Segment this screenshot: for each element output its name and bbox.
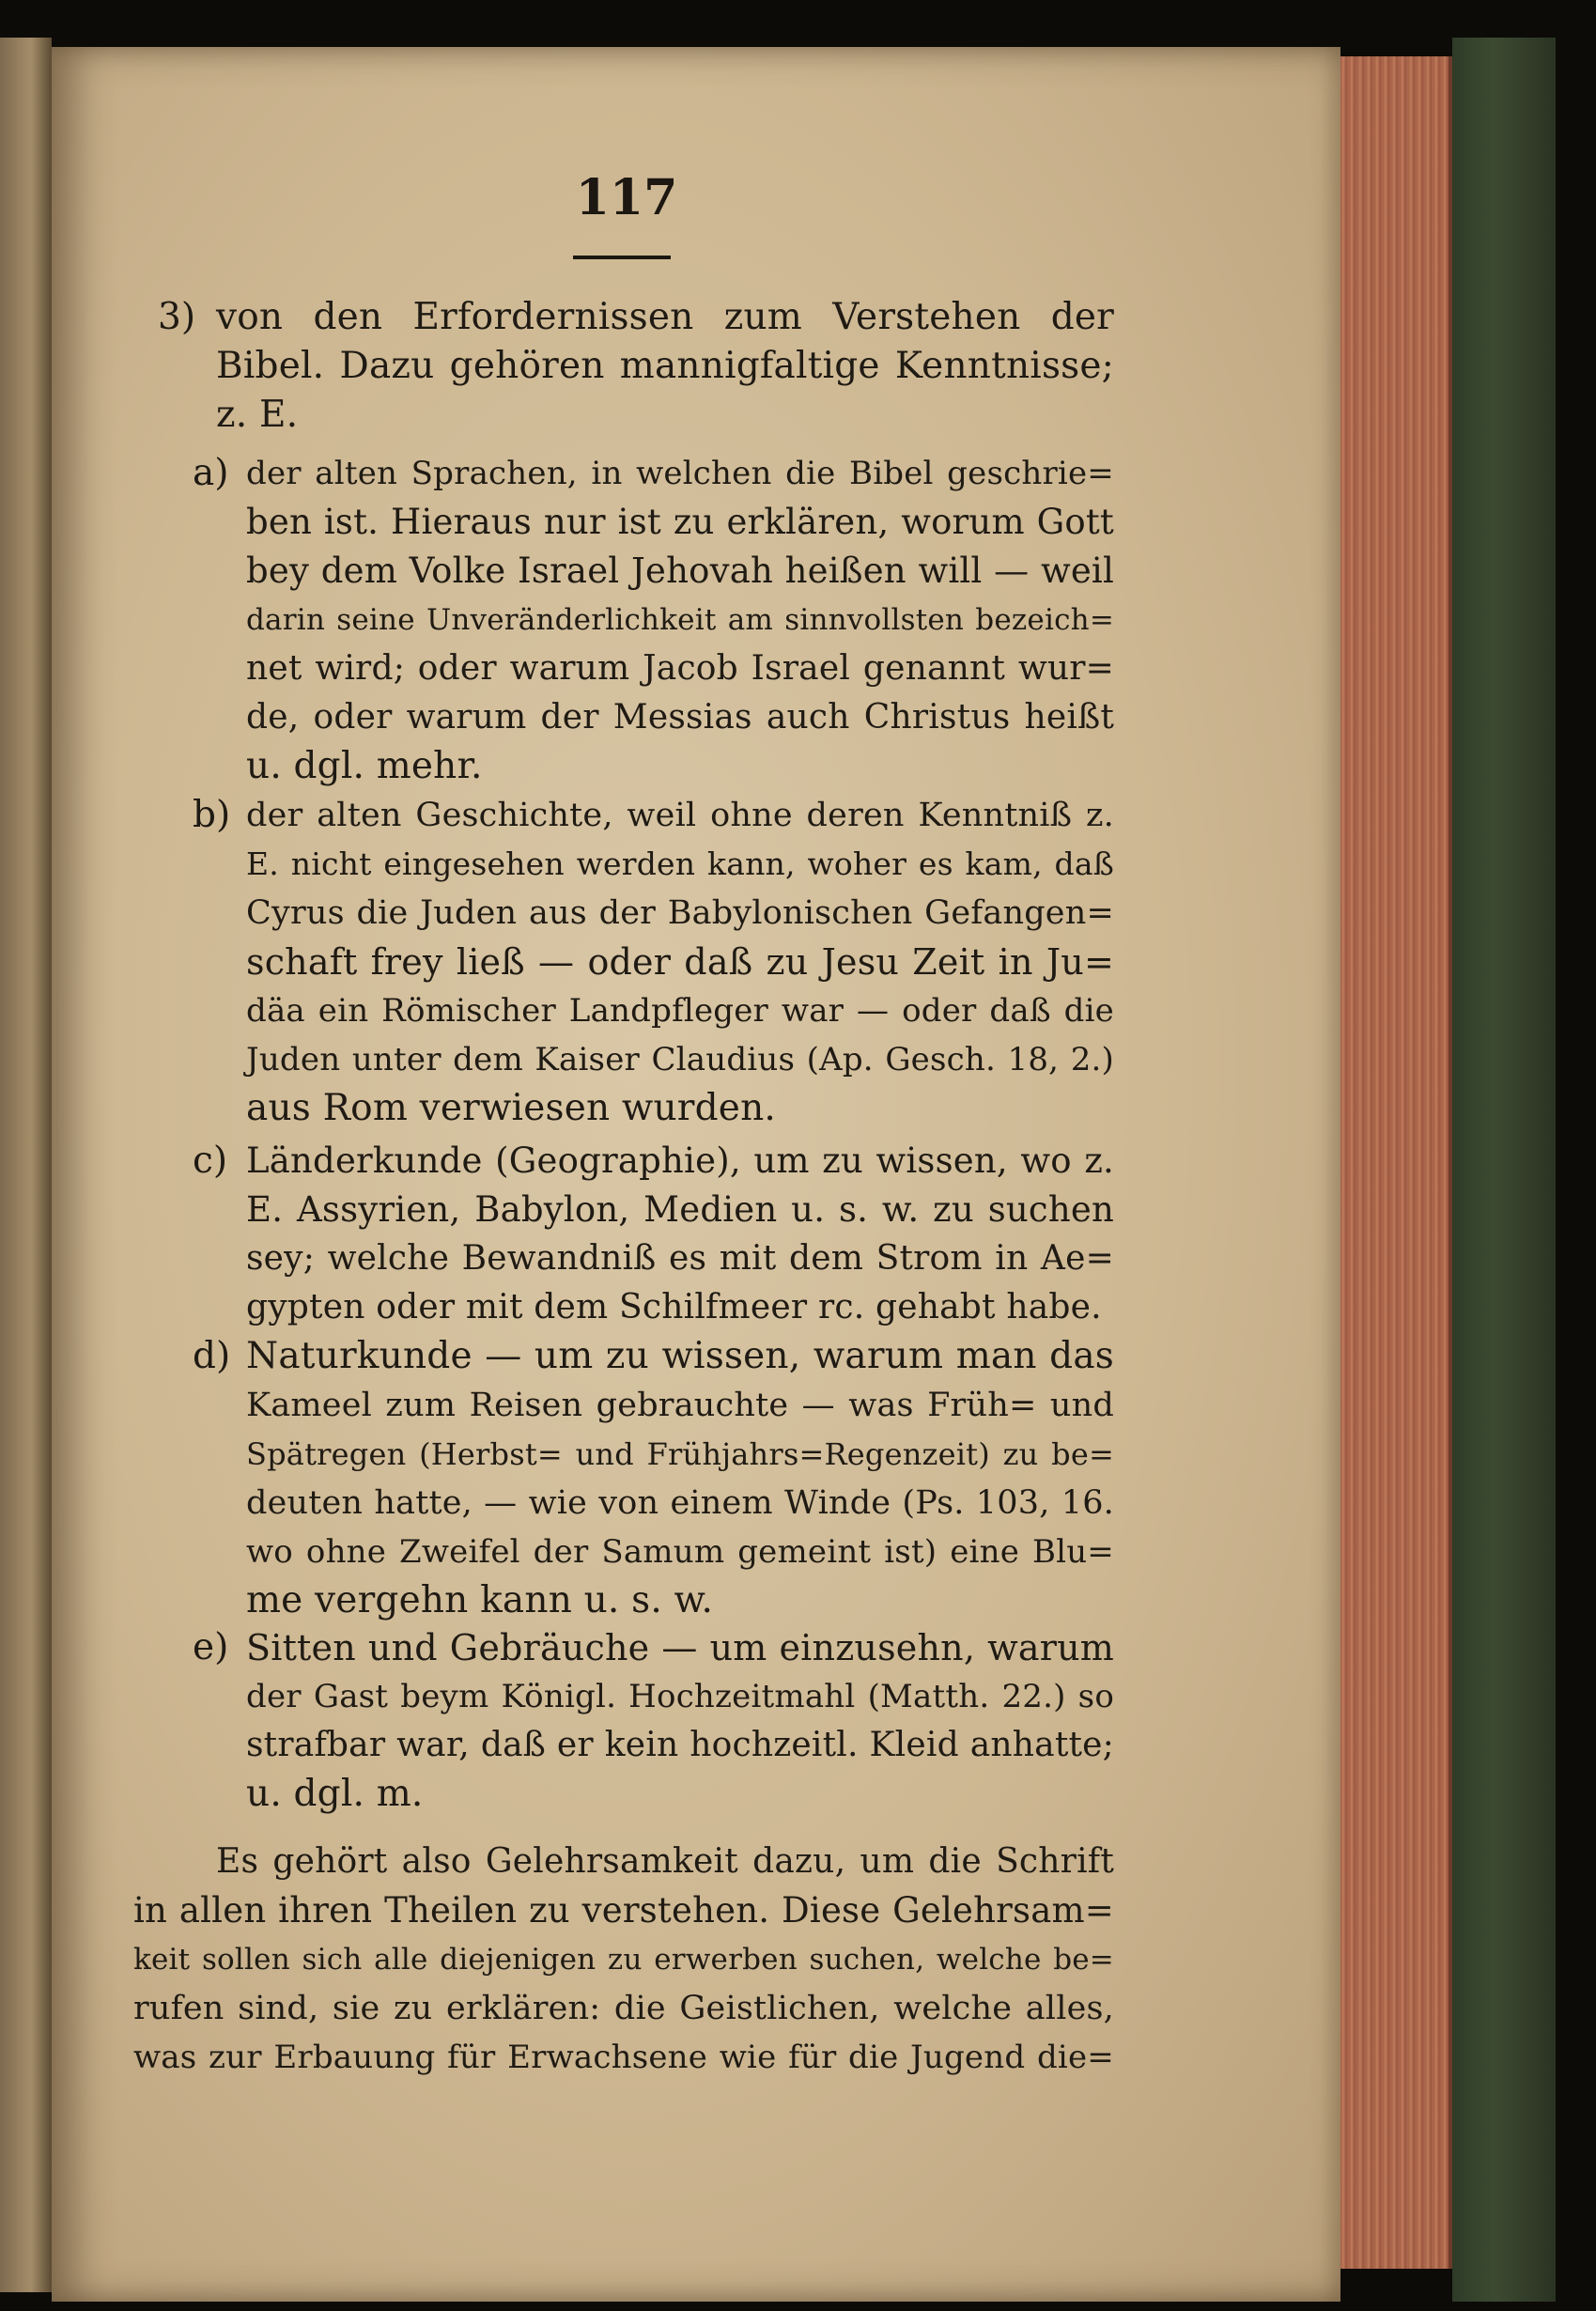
text-line: deuten hatte, — wie von einem Winde (Ps. 103, 16. (246, 1484, 1114, 1522)
text-line: wo ohne Zweifel der Samum gemeint ist) eine Blu= (246, 1533, 1114, 1571)
text-line: Kameel zum Reisen gebrauchte — was Früh= und (246, 1387, 1114, 1424)
header-rule (573, 256, 671, 259)
item-marker: e) (193, 1626, 229, 1668)
text-line: Naturkunde — um zu wissen, warum man das (246, 1335, 1114, 1377)
text-line: der Gast beym Königl. Hochzeitmahl (Matth. 22.) so (246, 1678, 1114, 1715)
text-line: ben ist. Hieraus nur ist zu erklären, worum Gott (246, 502, 1114, 542)
facing-page-edge (0, 38, 52, 2292)
text-line: de, oder warum der Messias auch Christus heißt (246, 698, 1114, 737)
text-line: Juden unter dem Kaiser Claudius (Ap. Gesch. 18, 2.) (246, 1041, 1114, 1078)
page-number: 117 (575, 169, 678, 226)
text-line: E. nicht eingesehen werden kann, woher es kam, daß (246, 845, 1114, 882)
text-line: Cyrus die Juden aus der Babylonischen Gefangen= (246, 894, 1114, 932)
item-marker: b) (193, 794, 231, 836)
item-marker: d) (193, 1335, 231, 1377)
text-line: Sitten und Gebräuche — um einzusehn, warum (246, 1627, 1114, 1668)
text-line: z. E. (216, 394, 299, 436)
text-line: darin seine Unveränderlichkeit am sinnvollsten bezeich= (246, 603, 1114, 637)
text-line: sey; welche Bewandniß es mit dem Strom in Ae= (246, 1239, 1114, 1278)
text-line: E. Assyrien, Babylon, Medien u. s. w. zu suchen (246, 1189, 1114, 1230)
text-line: u. dgl. m. (246, 1773, 424, 1815)
text-line: rufen sind, sie zu erklären: die Geistlichen, welche alles, (133, 1990, 1114, 2027)
text-line: Länderkunde (Geographie), um zu wissen, wo z. (246, 1140, 1114, 1181)
item-marker: a) (193, 452, 229, 494)
text-line: was zur Erbauung für Erwachsene wie für die Jugend die= (133, 2039, 1114, 2076)
section-marker: 3) (158, 296, 196, 338)
text-line: der alten Sprachen, in welchen die Bibel geschrie= (246, 455, 1114, 492)
page-block-edge (1340, 56, 1452, 2269)
text-line: schaft frey ließ — oder daß zu Jesu Zeit in Ju= (246, 941, 1114, 983)
text-line: net wird; oder warum Jacob Israel genannt wur= (246, 649, 1114, 688)
text-line: Es gehört also Gelehrsamkeit dazu, um die Schrift (216, 1842, 1114, 1881)
text-line: aus Rom verwiesen wurden. (246, 1087, 777, 1129)
text-line: der alten Geschichte, weil ohne deren Kenntniß z. (246, 797, 1114, 834)
text-line: gypten oder mit dem Schilfmeer rc. gehabt habe. (246, 1288, 1102, 1326)
text-line: in allen ihren Theilen zu verstehen. Diese Gelehrsam= (133, 1890, 1114, 1931)
text-line: däa ein Römischer Landpfleger war — oder daß die (246, 992, 1114, 1030)
text-line: von den Erfordernissen zum Verstehen der (216, 296, 1114, 338)
text-line: me vergehn kann u. s. w. (246, 1579, 714, 1621)
text-line: u. dgl. mehr. (246, 745, 483, 787)
text-line: Spätregen (Herbst= und Frühjahrs=Regenzeit) zu be= (246, 1436, 1114, 1472)
text-line: bey dem Volke Israel Jehovah heißen will — weil (246, 551, 1114, 591)
book-cover (1452, 38, 1556, 2302)
item-marker: c) (193, 1140, 228, 1182)
text-line: keit sollen sich alle diejenigen zu erwerben suchen, welche be= (133, 1943, 1114, 1977)
text-line: strafbar war, daß er kein hochzeitl. Kleid anhatte; (246, 1726, 1114, 1764)
text-line: Bibel. Dazu gehören mannigfaltige Kenntnisse; (216, 345, 1114, 387)
